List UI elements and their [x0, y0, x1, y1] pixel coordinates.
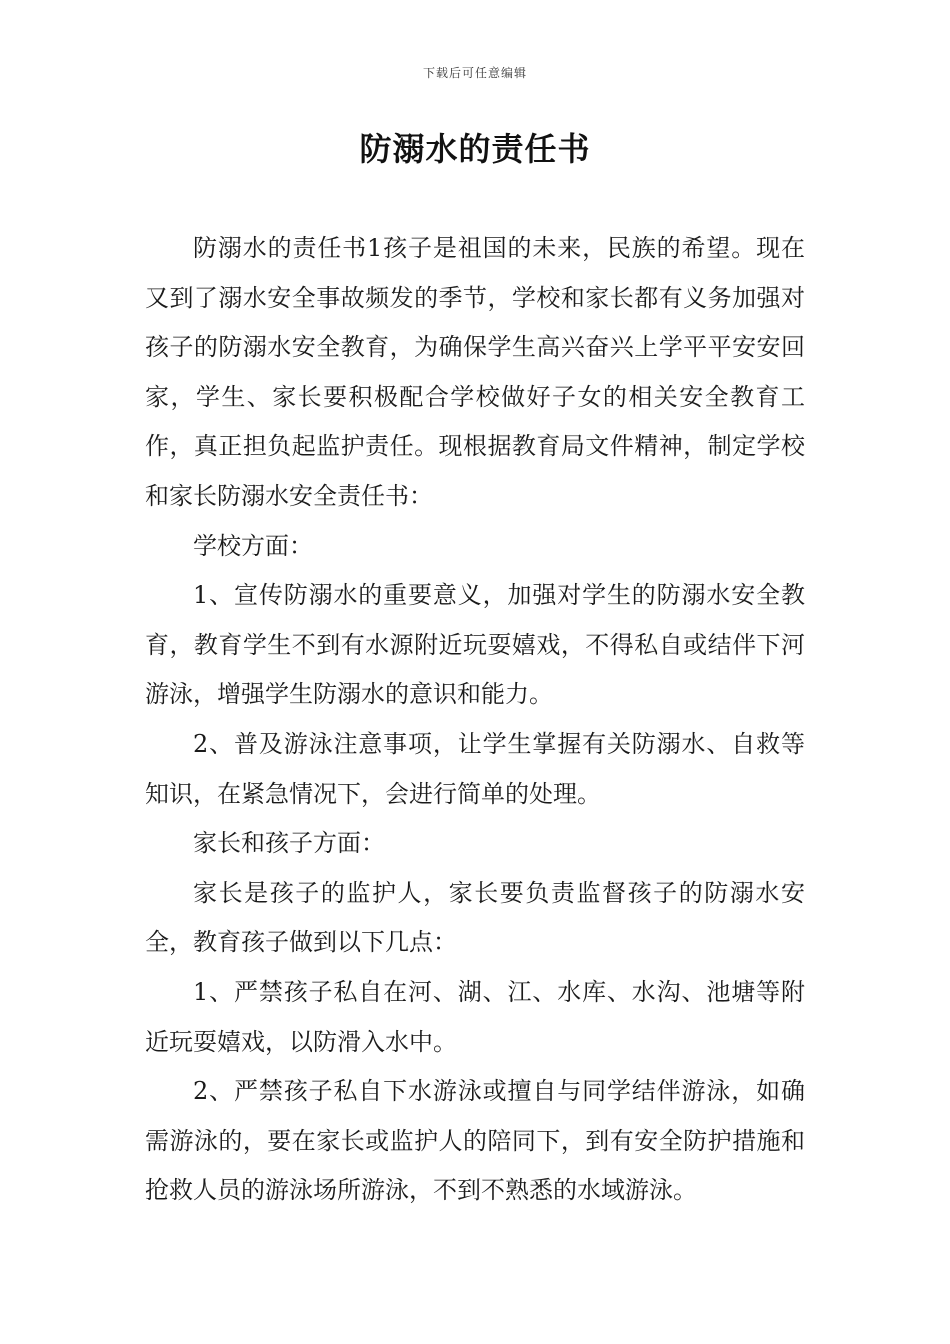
document-body — [145, 224, 805, 1216]
school-item-2: 2、普及游泳注意事项，让学生掌握有关防溺水、自救等知识，在紧急情况下，会进行简单的处理。 — [145, 729, 805, 808]
parents-item-2: 2、严禁孩子私自下水游泳或擅自与同学结伴游泳，如确需游泳的，要在家长或监护人的陪同下，到有安全防护措施和抢救人员的游泳场所游泳，不到不熟悉的水域游泳。 — [145, 1077, 805, 1205]
document-title: 防溺水的责任书 — [359, 130, 591, 168]
school-item-1: 1、宣传防溺水的重要意义，加强对学生的防溺水安全教育，教育学生不到有水源附近玩耍嬉戏，不得私自或结伴下河游泳，增强学生防溺水的意识和能力。 — [145, 581, 805, 709]
section-heading-parents: 家长和孩子方面： — [193, 829, 385, 858]
header-note: 下载后可任意编辑 — [422, 66, 527, 80]
section-heading-school: 学校方面： — [193, 531, 313, 560]
parents-item-1: 1、严禁孩子私自在河、湖、江、水库、水沟、池塘等附近玩耍嬉戏，以防滑入水中。 — [145, 977, 805, 1056]
parents-intro-paragraph: 家长是孩子的监护人，家长要负责监督孩子的防溺水安全，教育孩子做到以下几点： — [145, 878, 805, 957]
body-paragraph-intro: 防溺水的责任书1孩子是祖国的未来，民族的希望。现在又到了溺水安全事故频发的季节，学校和家长都有义务加强对孩子的防溺水安全教育，为确保学生高兴奋兴上学平平安安回家，学生、家长要积极配合学校做好子女的相关安全教育工作，真正担负起监护责任。现根据教育局文件精神，制定学校和家长防溺水安全责任书： — [145, 234, 805, 510]
